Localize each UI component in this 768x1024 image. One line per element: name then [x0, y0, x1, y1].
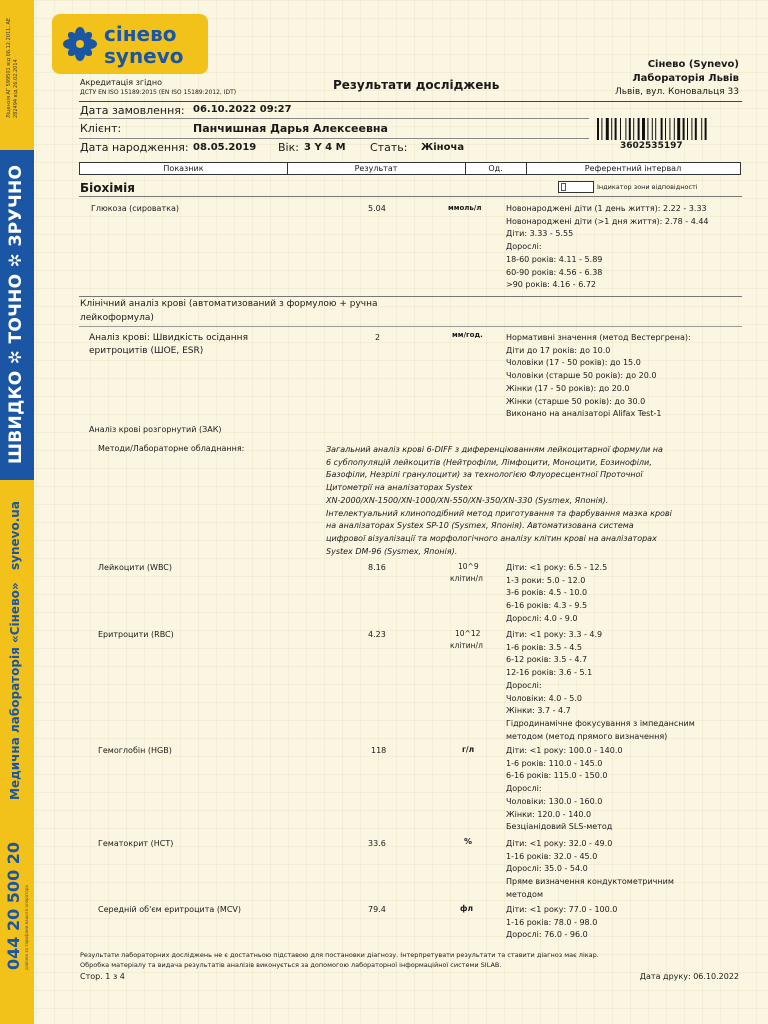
phone-number[interactable]: 044 20 500 20	[4, 841, 23, 970]
esr-unit: мм/год.	[452, 331, 483, 339]
barcode-number: 3602535197	[620, 141, 683, 151]
section-biochem: Біохімія	[80, 181, 135, 195]
wbc-unit-2: клітин/л	[450, 574, 483, 583]
flower-icon	[62, 26, 98, 62]
esr-ref: Нормативні значення (метод Вестергрена): Діти до 17 років: до 10.0 Чоловіки (17 - 50 років): до 15.0 Чоловіки (старше 50 років): до 20.0 Жінки (17 - 50 років): до 20.0 Жінки (старше 50 років): до 30.0 Виконано на аналізаторі Alifax Test-1	[506, 333, 691, 419]
glucose-ref: Новонароджені діти (1 день життя): 2.22 - 3.33 Новонароджені діти (>1 дня життя): 2.78 - 4.44 Діти: 3.33 - 5.55 Дорослі: 18-60 років: 4.11 - 5.89 60-90 років: 4.56 - 6.38 >90 років: 4.16 - 6.72	[506, 204, 709, 290]
section-divider	[79, 296, 742, 297]
rbc-name: Еритроцити (RBC)	[98, 630, 174, 639]
hgb-ref: Діти: <1 року: 100.0 - 140.0 1-6 років: 110.0 - 145.0 6-16 років: 115.0 - 150.0 Дорослі: Чоловіки: 130.0 - 160.0 Жінки: 120.0 - 140.0 Безціанідовий SLS-метод	[506, 746, 623, 832]
results-table-header	[79, 162, 741, 175]
hct-value: 33.6	[368, 839, 386, 848]
lab-address: Львів, вул. Коновальця 33	[614, 87, 739, 97]
sex-value: Жіноча	[421, 142, 465, 153]
barcode-icon	[597, 118, 741, 140]
phone-note: дзвінки за тарифами вашого оператора	[24, 885, 29, 970]
header-divider	[79, 101, 742, 102]
slogan: ШВИДКО ✲ ТОЧНО ✲ ЗРУЧНО	[6, 164, 26, 464]
logo-name-ua: сінево	[104, 22, 177, 46]
section-divider	[79, 196, 742, 197]
glucose-name: Глюкоза (сироватка)	[91, 204, 179, 213]
row-divider	[79, 138, 589, 139]
hct-name: Гематокрит (HCT)	[98, 839, 174, 848]
methods-label: Методи/Лабораторне обладнання:	[98, 444, 245, 453]
birth-label: Дата народження:	[80, 141, 189, 154]
footer-disclaimer: Результати лабораторних досліджень не є достатньою підставою для постановки діагнозу. Інтерпретувати результати та ставити діагноз має лікар.	[80, 951, 599, 959]
esr-name-line1: Аналіз крові: Швидкість осідання	[89, 333, 248, 343]
order-date: 06.10.2022 09:27	[193, 104, 292, 115]
wbc-ref: Діти: <1 року: 6.5 - 12.5 1-3 роки: 5.0 - 12.0 3-6 років: 4.5 - 10.0 6-16 років: 4.3 - 9.5 Дорослі: 4.0 - 9.0	[506, 563, 608, 623]
age-label: Вік:	[278, 141, 299, 154]
legend-indicator	[558, 181, 594, 193]
site-url[interactable]: synevo.ua	[8, 501, 22, 570]
mcv-name: Середній об'єм еритроцита (MCV)	[98, 905, 242, 914]
mcv-ref: Діти: <1 року: 77.0 - 100.0 1-16 років: 78.0 - 98.0 Дорослі: 76.0 - 96.0	[506, 905, 618, 940]
hgb-unit: г/л	[462, 745, 475, 754]
col-unit: Од.	[488, 164, 503, 173]
footer-lis-note: Обробка матеріалу та видача результатів аналізів виконується за допомогою лабораторної інформаційної системи SILAB.	[80, 961, 502, 969]
client-label: Клієнт:	[80, 122, 122, 135]
hct-unit: %	[464, 837, 473, 846]
logo	[52, 14, 208, 74]
section-divider	[79, 326, 742, 327]
mcv-value: 79.4	[368, 905, 386, 914]
page-title: Результати досліджень	[333, 78, 500, 92]
rbc-ref: Діти: <1 року: 3.3 - 4.9 1-6 років: 3.5 - 4.5 6-12 років: 3.5 - 4.7 12-16 років: 3.6 - 5.1 Дорослі: Чоловіки: 4.0 - 5.0 Жінки: 3.7 - 4.7 Гідродинамічне фокусування з імпедансним методом (метод прямого визначення)	[506, 630, 695, 741]
accreditation-line1: Акредитація згідно	[80, 78, 162, 87]
wbc-value: 8.16	[368, 563, 386, 572]
accreditation-line2: ДСТУ EN ISO 15189:2015 (EN ISO 15189:2012, IDT)	[80, 89, 237, 96]
order-date-label: Дата замовлення:	[80, 104, 185, 117]
print-date: Дата друку: 06.10.2022	[639, 972, 739, 981]
col-indicator: Показник	[163, 164, 204, 173]
wbc-unit: 10^9	[458, 562, 479, 571]
methods-text: Загальний аналіз крові 6-DIFF з диференціюванням лейкоцитарної формули на 6 субпопуляцій лейкоцитів (Нейтрофіли, Лімфоцити, Моноцити, Еозинофіли, Базофіли, Незрілі гранулоцити) за технологією Флуоресцентної Проточної Цитометрії на аналізаторах Systex XN-2000/XN-1500/XN-1000/XN-550/XN-350/XN-330 (Sysmex, Японія). Інтелектуальний клиноподібний метод приготування та фарбування мазка крові на аналізаторах Systex SP-10 (Sysmex, Японія). Автоматизована система цифрової візуалізації та морфологічного аналізу клітин крові на аналізаторах Systex DM-96 (Sysmex, Японія).	[326, 445, 672, 556]
lab-name: Сінево (Synevo)	[647, 59, 739, 70]
wbc-name: Лейкоцити (WBC)	[98, 563, 172, 572]
cbc-extended-title: Аналіз крові розгорнутий (ЗАК)	[89, 425, 222, 434]
lab-label: Медична лабораторія «Сінево»	[8, 582, 22, 800]
col-ref: Референтний інтервал	[584, 164, 682, 173]
mcv-unit: фл	[460, 904, 473, 913]
glucose-unit: ммоль/л	[448, 204, 482, 212]
esr-value: 2	[375, 333, 381, 342]
hct-ref: Діти: <1 року: 32.0 - 49.0 1-16 років: 32.0 - 45.0 Дорослі: 35.0 - 54.0 Пряме визначення кондуктометричним методом	[506, 839, 674, 899]
rbc-value: 4.23	[368, 630, 386, 639]
glucose-value: 5.04	[368, 204, 386, 213]
cbc-title-line2: лейкоформула)	[80, 313, 154, 323]
page-number: Стор. 1 з 4	[80, 972, 125, 981]
esr-name-line2: еритроцитів (ШОЕ, ESR)	[89, 346, 204, 356]
logo-name-en: synevo	[104, 44, 184, 68]
birth-date: 08.05.2019	[193, 142, 257, 153]
rbc-unit: 10^12	[455, 629, 481, 638]
hgb-value: 118	[371, 746, 387, 755]
sex-label: Стать:	[370, 141, 408, 154]
cbc-title-line1: Клінічний аналіз крові (автоматизований з формулою + ручна	[80, 299, 378, 309]
hgb-name: Гемоглобін (HGB)	[98, 746, 172, 755]
row-divider	[79, 118, 589, 119]
age-value: 3 Y 4 M	[304, 142, 346, 153]
col-result: Результат	[354, 164, 398, 173]
lab-branch: Лабораторія Львів	[632, 73, 739, 84]
license-text: Ліцензія АГ 599501 від 06.12.2011, АЕ 282494 від 26.02.2014	[6, 17, 19, 118]
rbc-unit-2: клітин/л	[450, 641, 483, 650]
legend-label: Індикатор зони відповідності	[597, 183, 698, 191]
client-name: Панчишная Дарья Алексеевна	[193, 122, 388, 135]
